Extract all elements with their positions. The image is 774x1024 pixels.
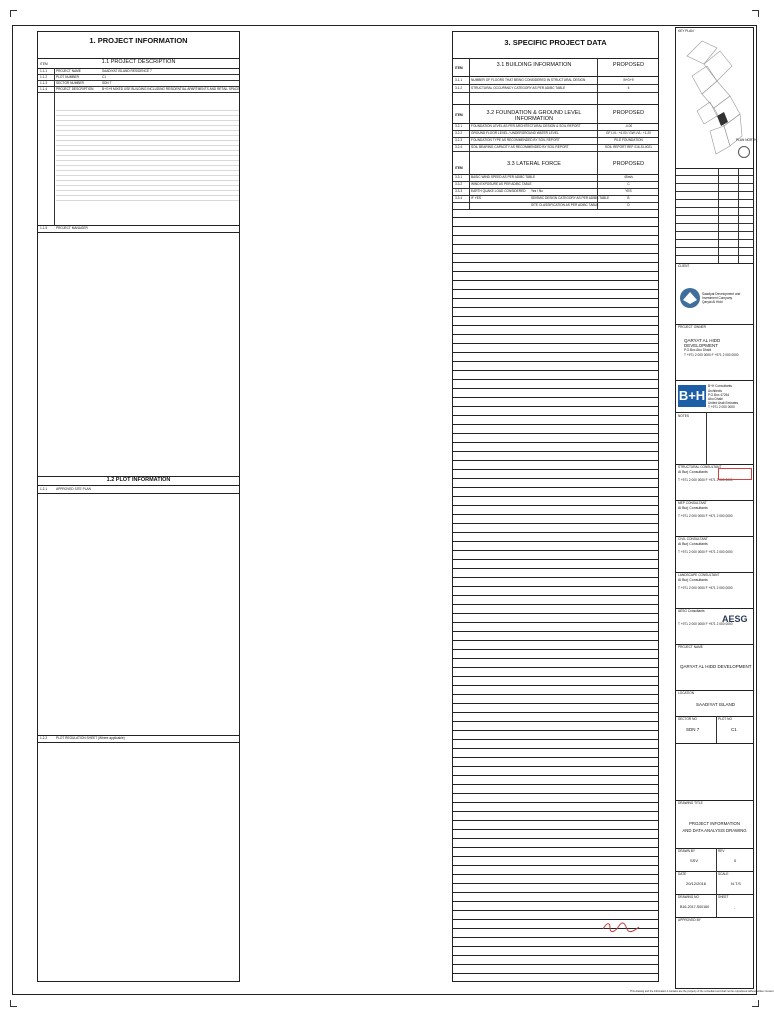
- empty-table-rows: [453, 209, 658, 981]
- table-row: 3.3.2 WIND EXPOSURE AS PER ADIBC TABLE C: [453, 181, 658, 189]
- specific-data-panel: [452, 31, 659, 982]
- plot-regulation-code: 1.2.2: [40, 736, 48, 740]
- site-plan-code: 1.2.1: [40, 487, 48, 491]
- item-label: ITEM: [455, 166, 463, 170]
- item-label: ITEM: [455, 66, 463, 70]
- table-row: 3.3.1 BASIC WIND SPEED AS PER ADIBC TABLE 45m/s: [453, 174, 658, 182]
- site-plan-label: APPROVED SITE PLAN: [56, 487, 91, 491]
- plot-label: PLOT NO: [718, 717, 732, 721]
- specific-data-title: 3. SPECIFIC PROJECT DATA: [504, 38, 607, 47]
- owner-address: P.O.Box Abu Dhabi: [684, 348, 712, 352]
- table-row: 3.1.1 NUMBER OF FLOORS THAT BEING CONSIDERED IN STRUCTURAL DESIGN B+G+9: [453, 76, 658, 85]
- date-value: 20/12/2016: [686, 881, 707, 886]
- client-logo: [678, 278, 753, 318]
- location-label: LOCATION: [678, 691, 695, 695]
- approved-label: APPROVED BY: [678, 918, 701, 922]
- sector: SDN 7: [686, 727, 700, 732]
- building-information-title: 3.1 BUILDING INFORMATION: [496, 62, 572, 68]
- drawing-title-1: PROJECT INFORMATION: [689, 821, 740, 826]
- foundation-information-title: 3.2 FOUNDATION & GROUND LEVEL INFORMATION: [486, 110, 582, 122]
- drawing-title-label: DRAWING TITLE: [678, 801, 703, 805]
- table-row: 1.1.1 PROJECT NAME SAADIYAT ISLAND RESIDENCE 7: [38, 68, 239, 75]
- client-label: CLIENT: [678, 264, 690, 268]
- aesg-logo: AESG: [722, 614, 748, 624]
- owner-name: QARYAT AL HIDD DEVELOPMENT: [684, 338, 721, 348]
- sheet-value: -: [734, 905, 736, 910]
- proposed-header: PROPOSED: [612, 62, 645, 68]
- scale-label: SCALE: [718, 872, 729, 876]
- sector-label: SECTOR NO: [678, 717, 697, 721]
- consultant-entry: CIVIL CONSULTANT Al Burj Consultants T +971 2 000 0000 F +971 2 000 0000: [678, 537, 733, 554]
- drawn-label: DRAWN BY: [678, 849, 696, 853]
- project-info-panel: [37, 31, 240, 982]
- table-row: 3.2.1 FOUNDATION LEVEL AS PER ARCHITECTURAL DESIGN & SOIL REPORT -4.00: [453, 123, 658, 131]
- rev-label: REV: [718, 849, 725, 853]
- table-row: 3.2.4 SOIL BEARING CAPACITY AS RECOMMENDED BY SOIL REPORT SOIL REPORT REF 016-SI-0021: [453, 144, 658, 152]
- plot-information-title: 1.2 PLOT INFORMATION: [106, 477, 171, 483]
- north-label: PLAN NORTH: [736, 138, 757, 142]
- drawing-title-2: AND DATA ANALYSIS DRAWING: [682, 828, 747, 833]
- project-label: PROJECT NAME: [678, 645, 703, 649]
- scale-value: N.T.S: [731, 881, 741, 886]
- proposed-header: PROPOSED: [612, 161, 645, 167]
- title-block: KEY PLAN PLAN NORTH CLIENT Saadiyat Development and Investment Company Qaryat Al Hidd PROJECT OWNER QARYAT AL HIDD DEVELOPMENT P.O.Box Abu Dhabi T +971 2 000 0000 F +971 2 000 0000 B+H B+H Consultants Architects P.O.Box 47264 Abu Dhabi United Arab Emirates T +971 2 000 0000 NOTES STRUCTURAL CONSULTANT Al Burj Consultants T +971 2 000 0000 F +971 2 000 0000 MEP CONSULTANT Al Burj Consultants T +971 2 000 0000 F +971 2 000 0000 CIVIL CONSULTANT Al Burj Consultants T +971 2 000 0000 F +971 2 000 0000 LANDSCAPE CONSULTANT Al Burj Consultants T +971 2 000 0000 F +971 2 000 0000 AESG Consultants T +971 2 000 0000 F +971 2 000 0000 AESG PROJECT NAME QARYAT AL HIDD DEVELOPMENT LOCATION SAADIYAT ISLAND SECTOR NO SDN 7 PLOT NO C1 DRAWING TITLE PROJECT INFORMATION AND DATA ANALYSIS DRAWING DRAWN BY SSV REV 0 DATE 20/12/2016 SCALE N.T.S DRAWING NO B16-2017-S00160 SHEET - APPROVED BY: [675, 27, 754, 989]
- crop-mark-bottom-right: [752, 1000, 759, 1007]
- client-company-sub: Qaryat Al Hidd: [702, 300, 723, 304]
- plot-regulation-label: PLOT REGULATION SHEET (Where applicable): [56, 736, 125, 740]
- key-plan-map: [682, 36, 742, 166]
- key-plan-label: KEY PLAN: [678, 29, 694, 33]
- project-description-title: 1.1 PROJECT DESCRIPTION: [101, 59, 176, 65]
- project-owner-label: PROJECT OWNER: [678, 325, 706, 329]
- consultant-entry: STRUCTURAL CONSULTANT Al Burj Consultants T +971 2 000 0000 F +971 2 000 0000: [676, 464, 753, 500]
- disclaimer-text: This drawing and the information it contains are the property of the consultant and shall not be reproduced without written consent.: [630, 990, 774, 993]
- crop-mark-bottom-left: [10, 1000, 17, 1007]
- table-row: 3.3.3 EARTH QUAKE LOAD CONSIDERED Yes / No YES: [453, 188, 658, 196]
- drawn-value: SSV: [690, 858, 699, 863]
- signature-mark: [601, 920, 641, 934]
- north-arrow-icon: [738, 146, 750, 158]
- item-header: ITEM: [40, 62, 48, 66]
- consultant-entry: MEP CONSULTANT Al Burj Consultants T +971 2 000 0000 F +971 2 000 0000: [678, 501, 733, 518]
- date-label: DATE: [678, 872, 687, 876]
- table-row: 1.1.4 PROJECT DESCRIPTION B+G+9 MIXED USE BUILDING INCLUDING RESIDENTIAL APARTMENTS AND RETAIL SPACE: [40, 87, 240, 91]
- crop-mark-top-left: [10, 10, 17, 17]
- description-text-block: [56, 110, 239, 205]
- consultant-stamp: [718, 468, 752, 480]
- consultant-entry: LANDSCAPE CONSULTANT Al Burj Consultants T +971 2 000 0000 F +971 2 000 0000: [678, 573, 733, 590]
- table-row: 1.1.2 PLOT NUMBER C1: [38, 74, 239, 81]
- architect-name: B+H Consultants: [708, 384, 733, 388]
- drawing-no: B16-2017-S00160: [680, 905, 710, 909]
- drawing-no-label: DRAWING NO: [678, 895, 699, 899]
- table-row: 3.2.2 GROUND FLOOR LEVEL / UNDERGROUND WATER LEVEL GF LVL: +4.00 / GW LVL: +1.20: [453, 130, 658, 138]
- revision-grid: [676, 168, 753, 263]
- project-manager-code: 1.1.5: [40, 226, 48, 230]
- table-row: SITE CLASSIFICATION AS PER ADIBC TABLE D: [453, 202, 658, 210]
- project-info-title: 1. PROJECT INFORMATION: [89, 36, 188, 45]
- client-logo-icon: [678, 286, 702, 310]
- plot: C1: [731, 727, 737, 732]
- location: SAADIYAT ISLAND: [696, 702, 736, 707]
- table-row: 1.1.3 SECTOR NUMBER SDN 7: [38, 80, 239, 87]
- proposed-header: PROPOSED: [612, 110, 645, 116]
- project-name: QARYAT AL HIDD DEVELOPMENT: [680, 664, 752, 669]
- owner-phone: T +971 2 000 0000 F +971 2 000 0000: [684, 353, 739, 357]
- client-company-name: Saadiyat Development and Investment Company: [702, 292, 741, 300]
- project-manager-label: PROJECT MANAGER: [56, 226, 88, 230]
- table-row: 3.2.3 FOUNDATION TYPE AS RECOMMENDED BY SOIL REPORT PILE FOUNDATION: [453, 137, 658, 145]
- sheet-label: SHEET: [718, 895, 729, 899]
- table-row: 3.1.2 STRUCTURAL OCCUPANCY CATEGORY AS PER ADIBC TABLE II: [453, 84, 658, 93]
- rev-value: 0: [734, 858, 737, 863]
- crop-mark-top-right: [752, 10, 759, 17]
- consultant-entry: AESG Consultants T +971 2 000 0000 F +971 2 000 0000 AESG: [678, 609, 748, 626]
- architect-logo: B+H: [678, 385, 706, 407]
- table-row: 3.3.4 IF YES SEISMIC DESIGN CATEGORY AS PER ADIBC TABLE B: [453, 195, 658, 203]
- lateral-force-title: 3.3 LATERAL FORCE: [507, 161, 561, 167]
- notes-label: NOTES: [678, 414, 689, 418]
- item-label: ITEM: [455, 113, 463, 117]
- project-description-rows: [38, 68, 239, 102]
